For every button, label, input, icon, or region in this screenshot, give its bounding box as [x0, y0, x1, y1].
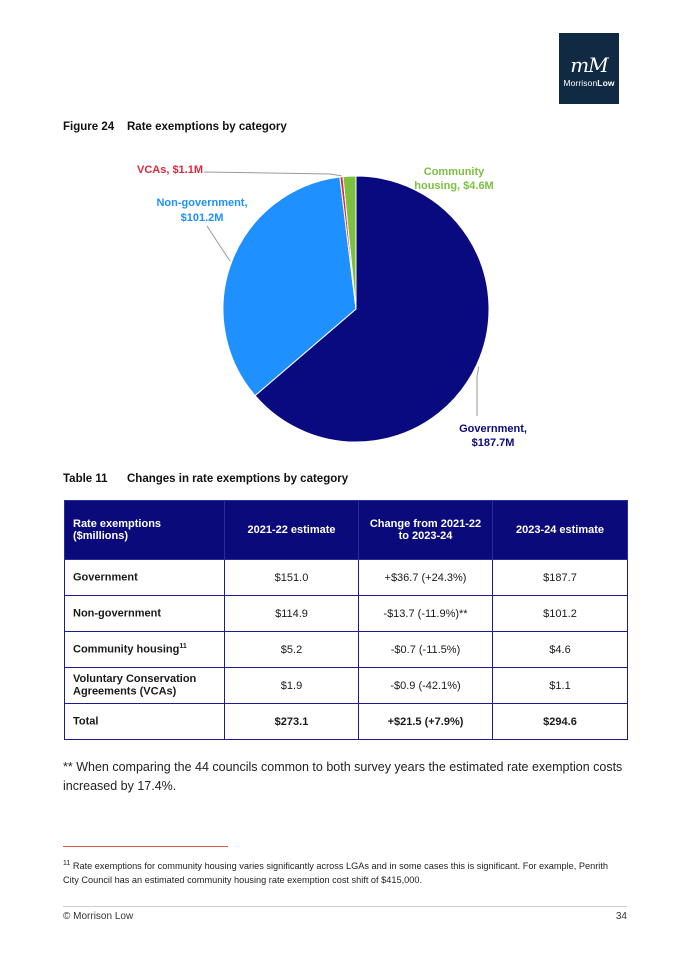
cell-change: +$21.5 (+7.9%)	[359, 704, 493, 740]
cell-2023-24: $1.1	[493, 668, 628, 704]
table-caption	[63, 473, 348, 485]
table-row	[65, 596, 628, 632]
footnote: $^{11}$ Rate exemptions for community housing varies significantly across LGAs and in some cases this is significant. For example, Penrith City Council has an estimated community housing rate exemption cost shift of $415,000.	[63, 860, 608, 886]
logo-name: MorrisonLow	[563, 78, 615, 88]
table-row	[65, 668, 628, 704]
table-row-total	[65, 704, 628, 740]
cell-change: -$0.9 (-42.1%)	[359, 668, 493, 704]
cell-change: -$0.7 (-11.5%)	[359, 632, 493, 668]
pie-label-community-housing: Community housing, $4.6M	[414, 166, 494, 192]
figure-caption	[63, 121, 287, 133]
table-title: Changes in rate exemptions by category	[127, 473, 349, 485]
row-label: Total	[65, 704, 225, 740]
pie-chart	[100, 150, 560, 460]
cell-2023-24: $187.7	[493, 560, 628, 596]
cell-2023-24: $101.2	[493, 596, 628, 632]
table-number: Table 11	[63, 473, 108, 485]
row-label: Non-government	[65, 596, 225, 632]
leader-line	[477, 367, 479, 416]
row-label: Voluntary Conservation Agreements (VCAs)	[65, 668, 225, 704]
cell-2021-22: $114.9	[225, 596, 359, 632]
leader-line	[207, 226, 230, 261]
cell-2021-22: $151.0	[225, 560, 359, 596]
row-label: Government	[65, 560, 225, 596]
header-category: Rate exemptions ($millions)	[65, 501, 225, 560]
cell-2023-24: $294.6	[493, 704, 628, 740]
table-row	[65, 632, 628, 668]
pie-label-non-government: Non-government, $101.2M	[156, 197, 248, 224]
leader-line	[204, 172, 341, 176]
pie-label-government: Government, $187.7M	[459, 423, 527, 449]
header-2023-24: 2023-24 estimate	[493, 501, 628, 560]
comparison-note: ** When comparing the 44 councils common to both survey years the estimated rate exemption costs increased by 17.4%.	[63, 760, 623, 793]
footnote-rule	[63, 846, 228, 847]
cell-2023-24: $4.6	[493, 632, 628, 668]
logo-mark: mM	[570, 53, 608, 77]
table-row	[65, 560, 628, 596]
figure-title: Rate exemptions by category	[127, 121, 287, 133]
figure-number: Figure 24	[63, 121, 115, 133]
rate-exemptions-table	[64, 500, 628, 740]
footer-rule	[63, 906, 627, 907]
header-change: Change from 2021-22 to 2023-24	[359, 501, 493, 560]
cell-change: -$13.7 (-11.9%)**	[359, 596, 493, 632]
pie-label-vcas: VCAs, $1.1M	[136, 164, 204, 176]
page-number: 34	[615, 911, 627, 922]
header-2021-22: 2021-22 estimate	[225, 501, 359, 560]
morrison-low-logo	[559, 33, 619, 104]
row-label: Community housing$^{11}$	[65, 632, 225, 668]
table-header-row	[65, 501, 628, 560]
cell-2021-22: $1.9	[225, 668, 359, 704]
footer-copyright: © Morrison Low	[63, 911, 134, 922]
cell-2021-22: $273.1	[225, 704, 359, 740]
cell-2021-22: $5.2	[225, 632, 359, 668]
cell-change: +$36.7 (+24.3%)	[359, 560, 493, 596]
